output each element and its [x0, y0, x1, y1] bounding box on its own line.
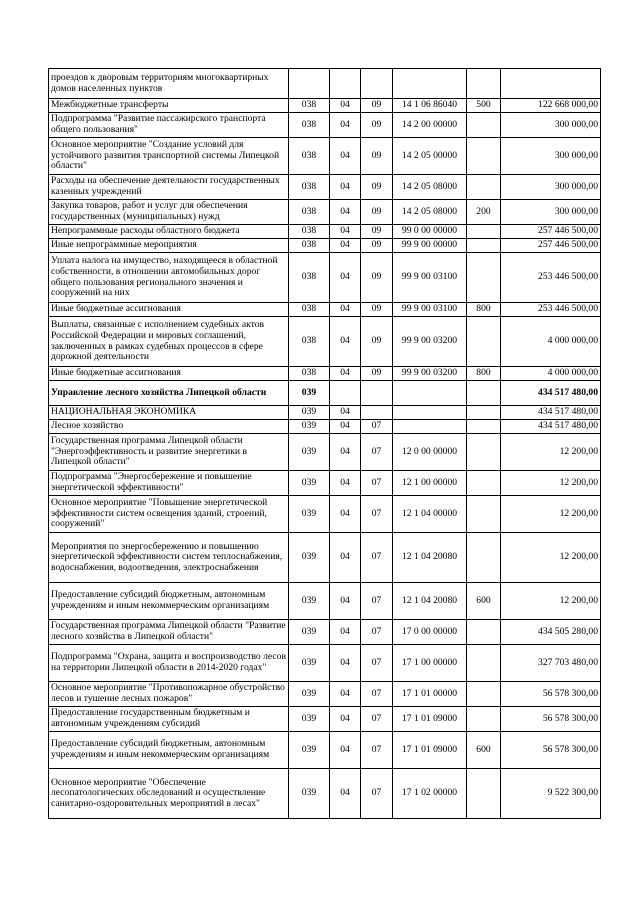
row-name-cell: Управление лесного хозяйства Липецкой области: [49, 381, 289, 406]
row-expense-type-cell: [467, 496, 501, 533]
row-amount-cell: 4 000 000,00: [501, 367, 601, 381]
row-expense-type-cell: [467, 707, 501, 732]
row-subsection-cell: 09: [361, 225, 393, 239]
row-amount-cell: 300 000,00: [501, 175, 601, 200]
row-name-cell: Основное мероприятие "Противопожарное обустройство лесов и тушение лесных пожаров": [49, 682, 289, 707]
row-name-cell: Подпрограмма "Охрана, защита и воспроизводство лесов на территории Липецкой области в 2014-2020 годах": [49, 645, 289, 682]
row-section-cell: 04: [330, 732, 361, 769]
row-section-cell: 04: [330, 253, 361, 303]
row-grbs-cell: 039: [289, 620, 330, 645]
row-section-cell: 04: [330, 175, 361, 200]
row-subsection-cell: 07: [361, 434, 393, 471]
row-target-article-cell: 99 9 00 03100: [393, 253, 467, 303]
row-subsection-cell: 09: [361, 317, 393, 367]
row-expense-type-cell: [467, 317, 501, 367]
row-expense-type-cell: [467, 113, 501, 138]
row-amount-cell: 327 703 480,00: [501, 645, 601, 682]
row-name-cell: Расходы на обеспечение деятельности государственных казенных учреждений: [49, 175, 289, 200]
row-expense-type-cell: [467, 434, 501, 471]
table-row: [49, 200, 601, 225]
row-target-article-cell: 99 9 00 00000: [393, 239, 467, 253]
table-row: [49, 406, 601, 420]
row-subsection-cell: 09: [361, 200, 393, 225]
row-name-cell: Предоставление субсидий бюджетным, автономным учреждениям и иным некоммерческим организациям: [49, 583, 289, 620]
row-amount-cell: 56 578 300,00: [501, 732, 601, 769]
row-section-cell: 04: [330, 225, 361, 239]
row-amount-cell: 300 000,00: [501, 138, 601, 175]
row-expense-type-cell: [467, 471, 501, 496]
row-amount-cell: 300 000,00: [501, 200, 601, 225]
row-section-cell: 04: [330, 434, 361, 471]
row-expense-type-cell: 800: [467, 303, 501, 317]
row-section-cell: [330, 69, 361, 99]
row-name-cell: Предоставление субсидий бюджетным, автономным учреждениям и иным некоммерческим организациям: [49, 732, 289, 769]
table-row: [49, 682, 601, 707]
row-name-cell: проездов к дворовым территориям многоквартирных домов населенных пунктов: [49, 69, 289, 99]
row-grbs-cell: 039: [289, 682, 330, 707]
table-row: [49, 732, 601, 769]
row-subsection-cell: 09: [361, 99, 393, 113]
row-target-article-cell: 12 1 00 00000: [393, 471, 467, 496]
row-target-article-cell: 12 1 04 20080: [393, 583, 467, 620]
row-name-cell: Уплата налога на имущество, находящееся в областной собственности, в отношении автомобильных дорог общего пользования регионального значения и сооружений на них: [49, 253, 289, 303]
row-subsection-cell: [361, 69, 393, 99]
table-row: [49, 620, 601, 645]
row-expense-type-cell: [467, 239, 501, 253]
table-row: [49, 769, 601, 819]
row-section-cell: 04: [330, 113, 361, 138]
row-subsection-cell: 07: [361, 471, 393, 496]
row-expense-type-cell: [467, 69, 501, 99]
table-row: [49, 99, 601, 113]
row-name-cell: Основное мероприятие "Повышение энергетической эффективности систем освещения зданий, строений, сооружений": [49, 496, 289, 533]
row-amount-cell: 12 200,00: [501, 583, 601, 620]
row-target-article-cell: 99 9 00 03100: [393, 303, 467, 317]
row-amount-cell: [501, 69, 601, 99]
row-target-article-cell: 99 0 00 00000: [393, 225, 467, 239]
row-target-article-cell: [393, 420, 467, 434]
row-expense-type-cell: [467, 225, 501, 239]
row-name-cell: Иные бюджетные ассигнования: [49, 303, 289, 317]
row-grbs-cell: 038: [289, 253, 330, 303]
row-name-cell: Лесное хозяйство: [49, 420, 289, 434]
row-section-cell: 04: [330, 496, 361, 533]
row-expense-type-cell: [467, 533, 501, 583]
row-section-cell: 04: [330, 367, 361, 381]
row-amount-cell: 434 517 480,00: [501, 406, 601, 420]
row-target-article-cell: 14 2 00 00000: [393, 113, 467, 138]
row-amount-cell: 434 517 480,00: [501, 420, 601, 434]
table-row: [49, 434, 601, 471]
table-row: [49, 707, 601, 732]
row-section-cell: [330, 381, 361, 406]
row-grbs-cell: 039: [289, 533, 330, 583]
row-subsection-cell: 07: [361, 732, 393, 769]
row-grbs-cell: 039: [289, 496, 330, 533]
row-name-cell: НАЦИОНАЛЬНАЯ ЭКОНОМИКА: [49, 406, 289, 420]
row-subsection-cell: 07: [361, 682, 393, 707]
row-subsection-cell: 07: [361, 769, 393, 819]
row-subsection-cell: 07: [361, 496, 393, 533]
row-grbs-cell: 039: [289, 645, 330, 682]
row-amount-cell: 257 446 500,00: [501, 225, 601, 239]
document-page: [48, 68, 600, 819]
row-subsection-cell: 07: [361, 583, 393, 620]
row-section-cell: 04: [330, 317, 361, 367]
row-section-cell: 04: [330, 99, 361, 113]
row-grbs-cell: 038: [289, 367, 330, 381]
row-grbs-cell: 039: [289, 420, 330, 434]
row-name-cell: Мероприятия по энергосбережению и повышению энергетической эффективности систем теплоснабжения, водоснабжения, водоотведения, электроснабжения: [49, 533, 289, 583]
row-target-article-cell: 99 9 00 03200: [393, 317, 467, 367]
table-row: [49, 496, 601, 533]
row-section-cell: 04: [330, 138, 361, 175]
row-subsection-cell: 07: [361, 645, 393, 682]
table-row: [49, 303, 601, 317]
row-grbs-cell: 038: [289, 175, 330, 200]
table-row: [49, 381, 601, 406]
row-subsection-cell: [361, 381, 393, 406]
row-section-cell: 04: [330, 471, 361, 496]
row-expense-type-cell: [467, 253, 501, 303]
table-row: [49, 645, 601, 682]
row-name-cell: Межбюджетные трансферты: [49, 99, 289, 113]
row-amount-cell: 4 000 000,00: [501, 317, 601, 367]
table-row: [49, 583, 601, 620]
row-amount-cell: 12 200,00: [501, 471, 601, 496]
row-grbs-cell: 038: [289, 225, 330, 239]
row-expense-type-cell: [467, 769, 501, 819]
row-name-cell: Предоставление государственным бюджетным и автономным учреждениям субсидий: [49, 707, 289, 732]
row-grbs-cell: 038: [289, 303, 330, 317]
row-grbs-cell: 039: [289, 707, 330, 732]
table-row: [49, 471, 601, 496]
row-section-cell: 04: [330, 303, 361, 317]
row-expense-type-cell: 600: [467, 732, 501, 769]
row-expense-type-cell: [467, 682, 501, 707]
row-amount-cell: 300 000,00: [501, 113, 601, 138]
row-amount-cell: 12 200,00: [501, 533, 601, 583]
row-grbs-cell: 038: [289, 113, 330, 138]
row-amount-cell: 12 200,00: [501, 496, 601, 533]
row-target-article-cell: 14 2 05 08000: [393, 200, 467, 225]
row-grbs-cell: 038: [289, 239, 330, 253]
row-subsection-cell: 09: [361, 367, 393, 381]
row-section-cell: 04: [330, 620, 361, 645]
row-expense-type-cell: [467, 406, 501, 420]
row-amount-cell: 253 446 500,00: [501, 303, 601, 317]
row-target-article-cell: [393, 381, 467, 406]
row-name-cell: Государственная программа Липецкой области "Энергоэффективность и развитие энергетики в Липецкой области": [49, 434, 289, 471]
row-name-cell: Подпрограмма "Энергосбережение и повышение энергетической эффективности": [49, 471, 289, 496]
row-grbs-cell: 039: [289, 381, 330, 406]
row-target-article-cell: 14 1 06 86040: [393, 99, 467, 113]
row-target-article-cell: 17 0 00 00000: [393, 620, 467, 645]
row-section-cell: 04: [330, 769, 361, 819]
row-grbs-cell: 038: [289, 99, 330, 113]
row-target-article-cell: 17 1 01 00000: [393, 682, 467, 707]
row-grbs-cell: 039: [289, 732, 330, 769]
row-section-cell: 04: [330, 239, 361, 253]
row-name-cell: Закупка товаров, работ и услуг для обеспечения государственных (муниципальных) нужд: [49, 200, 289, 225]
row-section-cell: 04: [330, 533, 361, 583]
row-amount-cell: 12 200,00: [501, 434, 601, 471]
row-target-article-cell: 17 1 00 00000: [393, 645, 467, 682]
row-expense-type-cell: 600: [467, 583, 501, 620]
table-row: [49, 138, 601, 175]
row-name-cell: Основное мероприятие "Обеспечение лесопатологических обследований и осуществление санитарно-оздоровительных мероприятий в лесах": [49, 769, 289, 819]
row-amount-cell: 56 578 300,00: [501, 682, 601, 707]
budget-table-body: [49, 69, 601, 819]
row-target-article-cell: 17 1 01 09000: [393, 707, 467, 732]
table-row: [49, 533, 601, 583]
row-expense-type-cell: [467, 420, 501, 434]
row-subsection-cell: [361, 406, 393, 420]
row-subsection-cell: 07: [361, 533, 393, 583]
row-amount-cell: 253 446 500,00: [501, 253, 601, 303]
row-expense-type-cell: 800: [467, 367, 501, 381]
row-target-article-cell: 12 0 00 00000: [393, 434, 467, 471]
row-grbs-cell: 038: [289, 317, 330, 367]
row-expense-type-cell: [467, 138, 501, 175]
row-subsection-cell: 09: [361, 239, 393, 253]
row-expense-type-cell: [467, 175, 501, 200]
table-row: [49, 253, 601, 303]
row-name-cell: Непрограммные расходы областного бюджета: [49, 225, 289, 239]
row-target-article-cell: [393, 406, 467, 420]
row-target-article-cell: 12 1 04 20080: [393, 533, 467, 583]
row-section-cell: 04: [330, 200, 361, 225]
row-subsection-cell: 09: [361, 253, 393, 303]
row-expense-type-cell: [467, 645, 501, 682]
row-grbs-cell: 038: [289, 138, 330, 175]
row-grbs-cell: 039: [289, 434, 330, 471]
row-name-cell: Иные бюджетные ассигнования: [49, 367, 289, 381]
table-row: [49, 113, 601, 138]
row-subsection-cell: 07: [361, 707, 393, 732]
row-expense-type-cell: [467, 381, 501, 406]
row-target-article-cell: 12 1 04 00000: [393, 496, 467, 533]
table-row: [49, 367, 601, 381]
row-name-cell: Выплаты, связанные с исполнением судебных актов Российской Федерации и мировых соглашений, заключенных в рамках судебных процессов в сфере дорожной деятельности: [49, 317, 289, 367]
table-row: [49, 175, 601, 200]
row-section-cell: 04: [330, 406, 361, 420]
table-row: [49, 317, 601, 367]
row-target-article-cell: 17 1 01 09000: [393, 732, 467, 769]
row-target-article-cell: 14 2 05 00000: [393, 138, 467, 175]
row-target-article-cell: 14 2 05 08000: [393, 175, 467, 200]
row-section-cell: 04: [330, 707, 361, 732]
budget-table: [48, 68, 601, 819]
row-subsection-cell: 09: [361, 138, 393, 175]
row-amount-cell: 257 446 500,00: [501, 239, 601, 253]
row-subsection-cell: 07: [361, 420, 393, 434]
row-target-article-cell: 99 9 00 03200: [393, 367, 467, 381]
row-amount-cell: 434 505 280,00: [501, 620, 601, 645]
row-subsection-cell: 09: [361, 113, 393, 138]
row-grbs-cell: 038: [289, 200, 330, 225]
row-amount-cell: 122 668 000,00: [501, 99, 601, 113]
row-expense-type-cell: [467, 620, 501, 645]
table-row: [49, 69, 601, 99]
row-expense-type-cell: 500: [467, 99, 501, 113]
row-grbs-cell: [289, 69, 330, 99]
row-name-cell: Государственная программа Липецкой области "Развитие лесного хозяйства в Липецкой области": [49, 620, 289, 645]
row-target-article-cell: 17 1 02 00000: [393, 769, 467, 819]
row-section-cell: 04: [330, 420, 361, 434]
row-grbs-cell: 039: [289, 406, 330, 420]
row-subsection-cell: 07: [361, 620, 393, 645]
row-target-article-cell: [393, 69, 467, 99]
row-grbs-cell: 039: [289, 769, 330, 819]
table-row: [49, 239, 601, 253]
row-name-cell: Основное мероприятие "Создание условий для устойчивого развития транспортной системы Липецкой области": [49, 138, 289, 175]
row-section-cell: 04: [330, 645, 361, 682]
row-amount-cell: 434 517 480,00: [501, 381, 601, 406]
row-section-cell: 04: [330, 682, 361, 707]
table-row: [49, 420, 601, 434]
row-grbs-cell: 039: [289, 471, 330, 496]
row-grbs-cell: 039: [289, 583, 330, 620]
row-expense-type-cell: 200: [467, 200, 501, 225]
row-amount-cell: 56 578 300,00: [501, 707, 601, 732]
table-row: [49, 225, 601, 239]
row-name-cell: Иные непрограммные мероприятия: [49, 239, 289, 253]
row-subsection-cell: 09: [361, 175, 393, 200]
row-section-cell: 04: [330, 583, 361, 620]
row-subsection-cell: 09: [361, 303, 393, 317]
row-name-cell: Подпрограмма "Развитие пассажирского транспорта общего пользования": [49, 113, 289, 138]
row-amount-cell: 9 522 300,00: [501, 769, 601, 819]
